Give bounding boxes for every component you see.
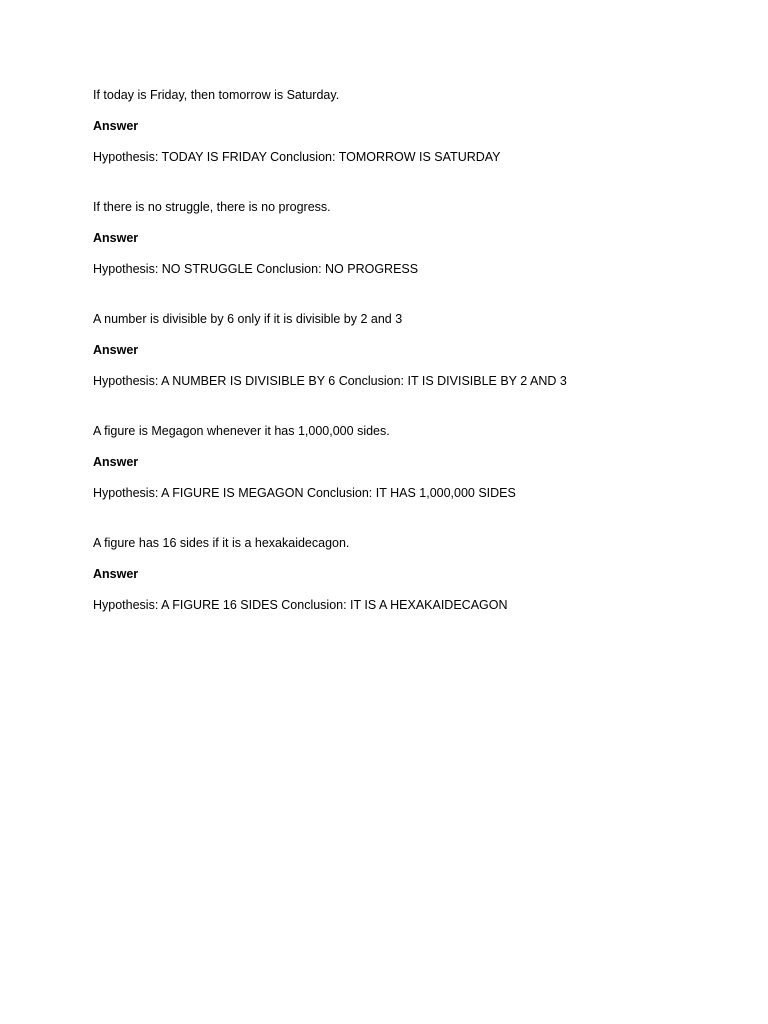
question-item [93,535,733,613]
question-item [93,87,733,165]
answer-text: Hypothesis: TODAY IS FRIDAY Conclusion: TOMORROW IS SATURDAY [93,150,501,164]
question-item [93,199,733,277]
answer-label: Answer [93,567,139,581]
answer-label: Answer [93,455,139,469]
document-page [93,87,733,647]
question-statement: If there is no struggle, there is no progress. [93,200,331,214]
answer-text: Hypothesis: A NUMBER IS DIVISIBLE BY 6 Conclusion: IT IS DIVISIBLE BY 2 AND 3 [93,374,567,388]
question-item [93,311,733,389]
question-statement: A figure has 16 sides if it is a hexakaidecagon. [93,536,350,550]
question-item [93,423,733,501]
question-statement: If today is Friday, then tomorrow is Saturday. [93,88,340,102]
answer-label: Answer [93,343,139,357]
question-statement: A figure is Megagon whenever it has 1,000,000 sides. [93,424,390,438]
question-statement: A number is divisible by 6 only if it is divisible by 2 and 3 [93,312,403,326]
answer-text: Hypothesis: A FIGURE IS MEGAGON Conclusion: IT HAS 1,000,000 SIDES [93,486,516,500]
answer-label: Answer [93,119,139,133]
answer-text: Hypothesis: A FIGURE 16 SIDES Conclusion: IT IS A HEXAKAIDECAGON [93,598,508,612]
answer-text: Hypothesis: NO STRUGGLE Conclusion: NO PROGRESS [93,262,419,276]
answer-label: Answer [93,231,139,245]
